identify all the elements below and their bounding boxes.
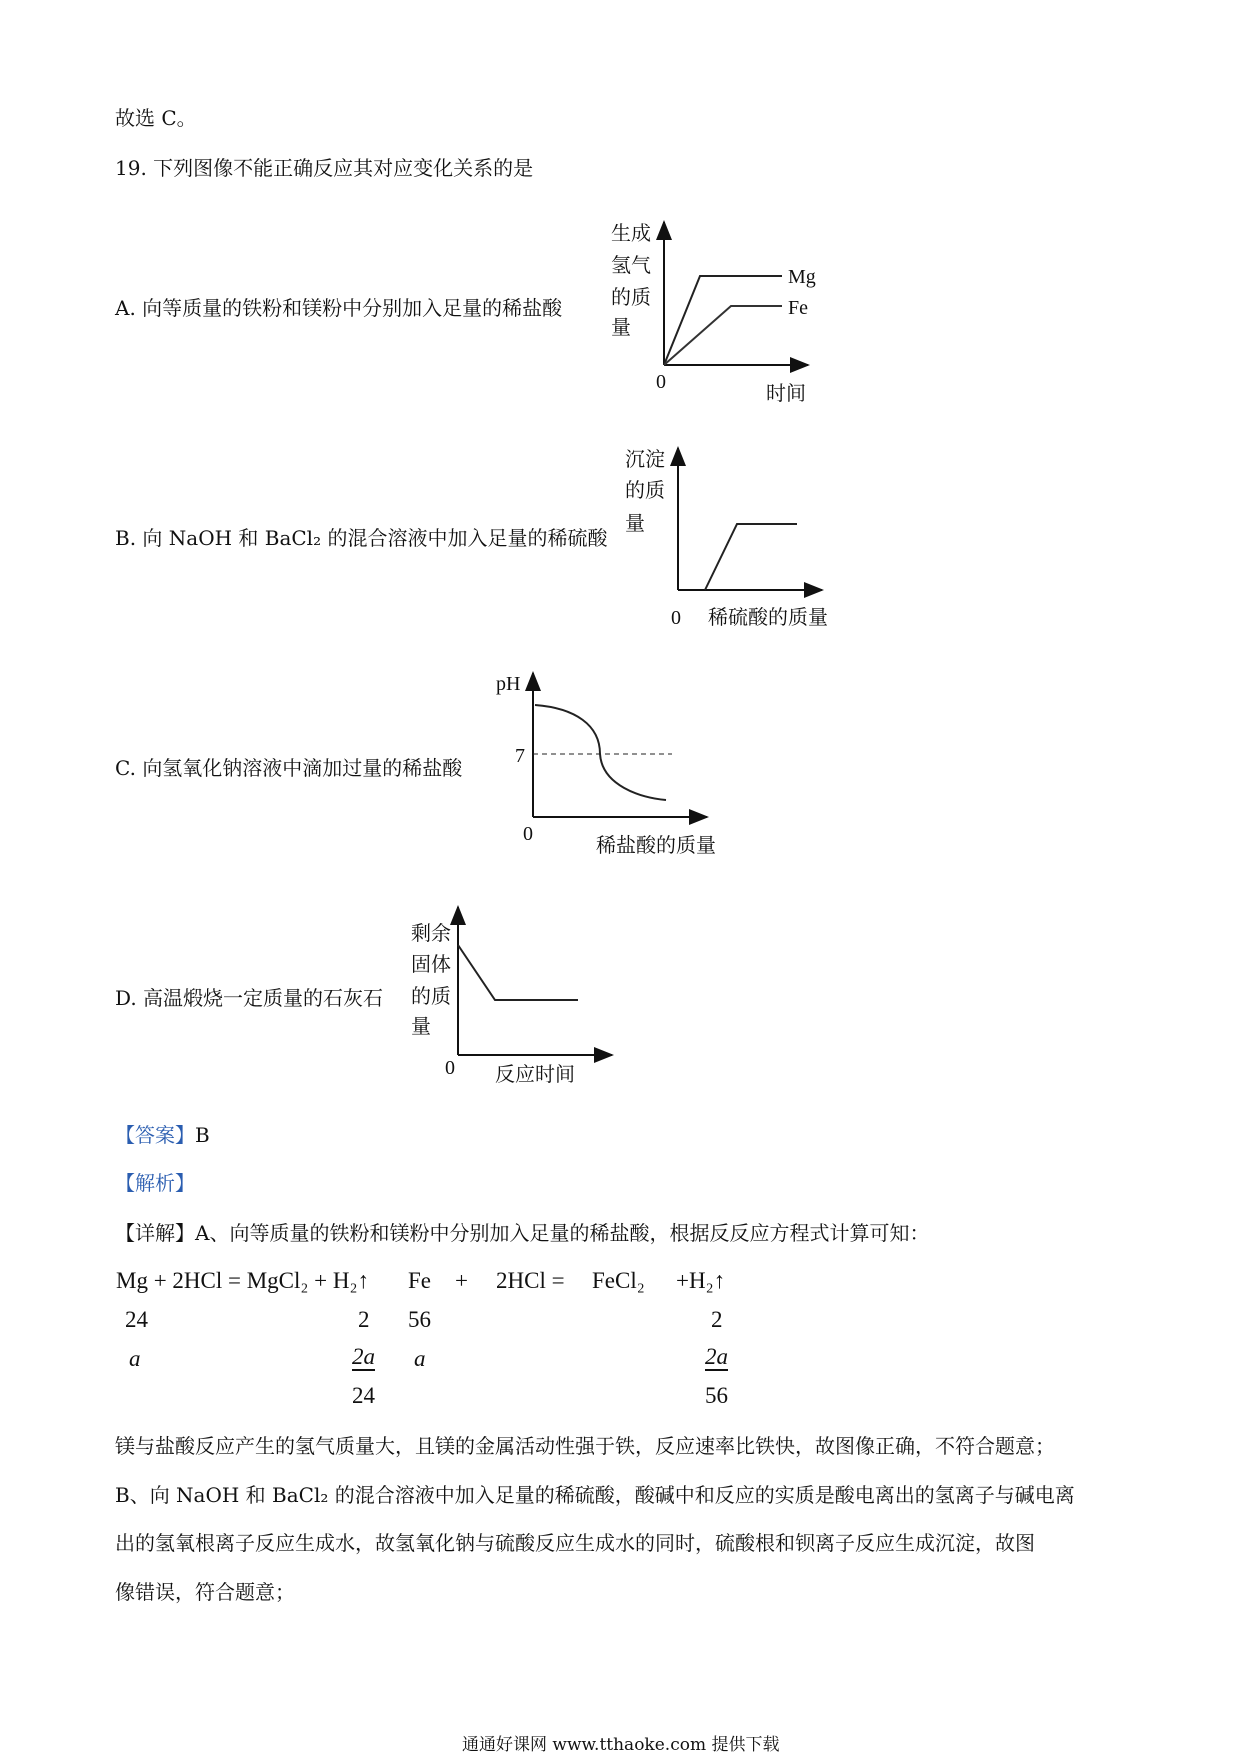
y-label: 剩余: [411, 921, 451, 945]
option-text: 向氢氧化钠溶液中滴加过量的稀盐酸: [142, 756, 463, 780]
y-label: 沉淀: [625, 447, 665, 471]
hcl-term: 2HCl =: [496, 1268, 565, 1293]
graph-c: [496, 673, 716, 857]
ph7-tick-label: 7: [515, 745, 525, 767]
y-label: 量: [411, 1014, 431, 1038]
h2-molar-mass: 2: [358, 1307, 370, 1332]
mg-h2-denominator: 24: [352, 1383, 375, 1408]
x-label: 稀盐酸的质量: [596, 833, 716, 857]
h2-term: +H₂↑: [676, 1268, 726, 1293]
analysis-tag: 【解析】: [115, 1171, 195, 1195]
graph-d: [411, 907, 612, 1086]
paragraph: 像错误，符合题意；: [115, 1580, 295, 1604]
option-text: 向等质量的铁粉和镁粉中分别加入足量的稀盐酸: [142, 296, 563, 320]
detail-intro: [115, 1221, 929, 1245]
answer-tag: 【答案】: [115, 1123, 195, 1147]
solid-mass-line: [458, 945, 578, 1000]
detail-tag: 【详解】: [115, 1221, 195, 1245]
series-label-mg: Mg: [788, 266, 816, 288]
option-label: B.: [115, 526, 137, 550]
mg-h2-numerator: 2a: [352, 1344, 375, 1369]
option-label: D.: [115, 986, 137, 1010]
y-label: pH: [496, 673, 521, 695]
fe-h2-denominator: 56: [705, 1383, 728, 1408]
origin-label: 0: [671, 607, 681, 629]
fe-mass: a: [414, 1346, 426, 1371]
origin-label: 0: [656, 371, 666, 393]
x-label: 反应时间: [495, 1062, 575, 1086]
y-label: 的质: [411, 984, 451, 1008]
mg-mass: a: [129, 1346, 141, 1371]
precipitate-line: [705, 524, 797, 590]
h2-molar-mass: 2: [711, 1307, 723, 1332]
paragraph: B、向 NaOH 和 BaCl₂ 的混合溶液中加入足量的稀硫酸，酸碱中和反应的实质是酸电离出的氢离子与碱电离: [115, 1483, 1075, 1507]
y-label: 氢气: [611, 253, 651, 277]
y-label: 量: [611, 315, 631, 339]
option-label: A.: [115, 296, 136, 320]
origin-label: 0: [445, 1057, 455, 1079]
paragraph: 出的氢氧根离子反应生成水，故氢氧化钠与硫酸反应生成水的同时，硫酸根和钡离子反应生成沉淀，故图: [115, 1531, 1035, 1555]
graph-a: [611, 221, 816, 405]
question-number: 19.: [115, 156, 147, 180]
fe-molar-mass: 56: [408, 1307, 431, 1332]
question-text: 下列图像不能正确反应其对应变化关系的是: [153, 156, 534, 180]
fe-h2-numerator: 2a: [705, 1344, 728, 1369]
paragraph: 镁与盐酸反应产生的氢气质量大，且镁的金属活动性强于铁，反应速率比铁快，故图像正确，不符合题意；: [115, 1434, 1055, 1458]
series-label-fe: Fe: [788, 297, 808, 319]
graph-b: [625, 447, 828, 629]
answer-value: B: [195, 1123, 210, 1147]
option-text: 向 NaOH 和 BaCl₂ 的混合溶液中加入足量的稀硫酸: [142, 526, 608, 550]
previous-conclusion: 故选 C。: [115, 106, 197, 130]
x-label: 稀硫酸的质量: [708, 605, 828, 629]
y-label: 生成: [611, 221, 651, 245]
mg-molar-mass: 24: [125, 1307, 148, 1332]
mg-line: [664, 276, 782, 365]
mg-equation: Mg + 2HCl = MgCl₂ + H₂↑: [116, 1268, 370, 1293]
y-label: 固体: [411, 952, 451, 976]
origin-label: 0: [523, 823, 533, 845]
x-label: 时间: [766, 381, 806, 405]
detail-intro-text: A、向等质量的铁粉和镁粉中分别加入足量的稀盐酸，根据反反应方程式计算可知：: [195, 1221, 930, 1245]
y-label: 量: [625, 511, 645, 535]
plus-sign: +: [455, 1268, 468, 1293]
answer-line: [115, 1123, 210, 1147]
fe-symbol: Fe: [408, 1268, 431, 1293]
y-label: 的质: [625, 478, 665, 502]
option-label: C.: [115, 756, 136, 780]
y-label: 的质: [611, 285, 651, 309]
ph-curve: [535, 705, 666, 800]
option-text: 高温煅烧一定质量的石灰石: [143, 986, 384, 1010]
footer-watermark: 通通好课网 www.tthaoke.com 提供下载: [462, 1735, 780, 1754]
fe-line: [664, 306, 782, 365]
fecl2-term: FeCl₂: [592, 1268, 645, 1293]
